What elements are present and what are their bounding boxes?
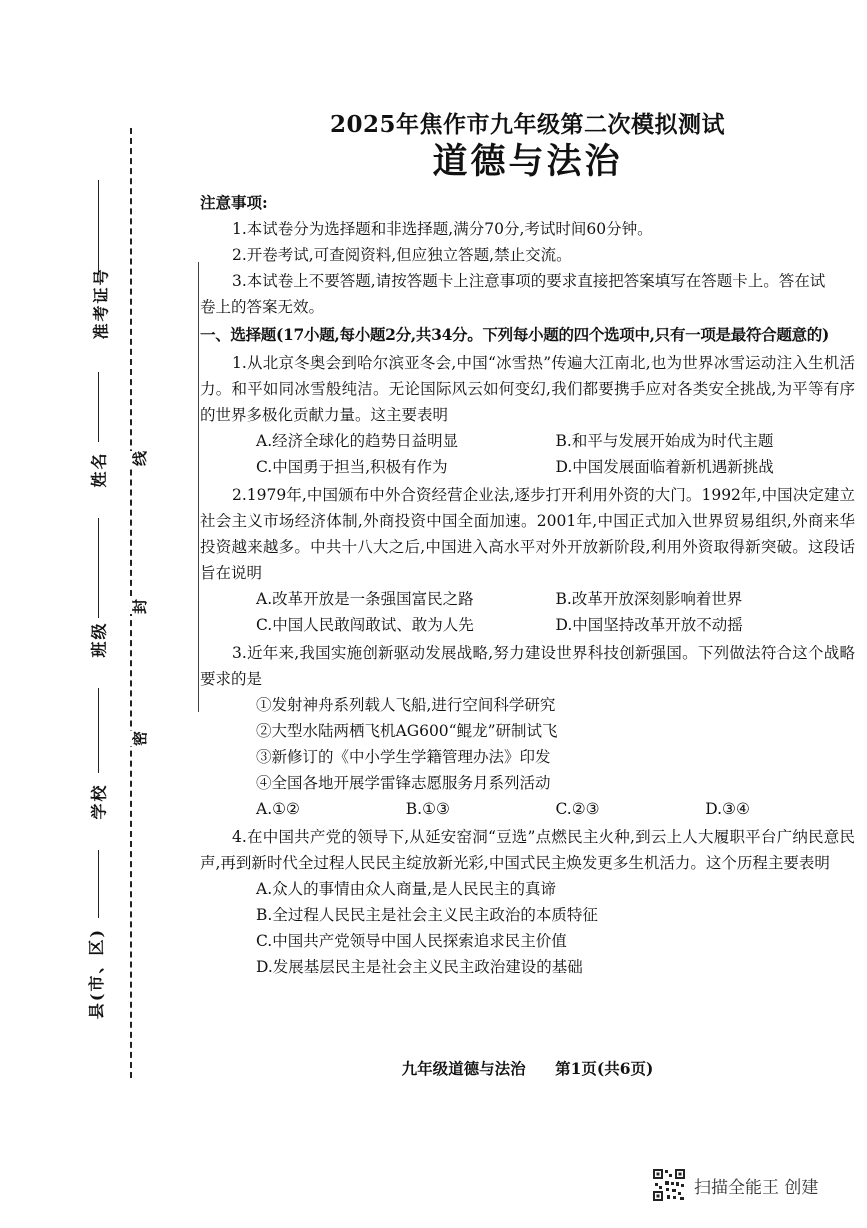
- county-label: 县(市、区): [87, 927, 107, 1020]
- question-1: [200, 350, 855, 480]
- class-label: 班级: [89, 621, 109, 658]
- options-row: [200, 612, 855, 638]
- watermark-text: 扫描全能王 创建: [694, 1177, 819, 1198]
- footer-page-number: 第1页(共6页): [555, 1059, 654, 1078]
- question-stem: 4.在中国共产党的领导下,从延安窑洞“豆选”点燃民主火种,到云上人大履职平台广纳民意民声,再到新时代全过程人民民主绽放新光彩,中国式民主焕发更多生机活力。这个历程主要表明: [200, 828, 855, 872]
- name-label: 姓名: [89, 451, 109, 488]
- county-underline: [98, 850, 99, 918]
- notice-item-continued: 卷上的答案无效。: [200, 298, 325, 316]
- option-a: A.众人的事情由众人商量,是人民民主的真谛: [256, 880, 557, 898]
- option-d: D.中国发展面临着新机遇新挑战: [555, 458, 774, 476]
- binding-strip: [0, 0, 175, 1228]
- option-c: C.②③: [555, 800, 600, 818]
- exam-paper: [200, 110, 855, 980]
- exam-title: 2025年焦作市九年级第二次模拟测试: [329, 111, 725, 138]
- option-c: C.中国勇于担当,积极有作为: [256, 458, 448, 476]
- qr-code-icon: [652, 1168, 686, 1202]
- school-underline: [98, 688, 99, 773]
- option-d: D.③④: [705, 800, 750, 818]
- statement-item: ①发射神舟系列载人飞船,进行空间科学研究: [256, 696, 556, 714]
- options-row: [200, 586, 855, 612]
- cut-mark-seal: 封: [131, 598, 150, 615]
- exam-number-underline: [98, 180, 99, 275]
- name-underline: [98, 372, 99, 442]
- question-stem: 3.近年来,我国实施创新驱动发展战略,努力建设世界科技创新强国。下列做法符合这个战略要求的是: [200, 644, 855, 688]
- school-label: 学校: [89, 783, 109, 820]
- exam-subject: 道德与法治: [432, 142, 623, 182]
- notice-item: 2.开卷考试,可查阅资料,但应独立答题,禁止交流。: [232, 246, 572, 264]
- options-row: [200, 454, 855, 480]
- option-c: C.中国人民敢闯敢试、敢为人先: [256, 616, 474, 634]
- cut-mark-line: 线: [131, 450, 150, 467]
- option-b: B.和平与发展开始成为时代主题: [555, 432, 774, 450]
- question-stem: 2.1979年,中国颁布中外合资经营企业法,逐步打开利用外资的大门。1992年,中国决定建立社会主义市场经济体制,外商投资中国全面加速。2001年,中国正式加入世界贸易组织,外商来华投资越来越多。中共十八大之后,中国进入高水平对外开放新阶段,利用外资取得新突破。这段话旨在说明: [200, 486, 855, 582]
- section-heading: 一、选择题(17小题,每小题2分,共34分。下列每小题的四个选项中,只有一项是最符合题意的): [200, 325, 829, 344]
- question-stem: 1.从北京冬奥会到哈尔滨亚冬会,中国“冰雪热”传遍大江南北,也为世界冰雪运动注入生机活力。和平如同冰雪般纯洁。无论国际风云如何变幻,我们都要携手应对各类安全挑战,为平等有序的世界多极化贡献力量。这主要表明: [200, 354, 855, 424]
- question-3: [200, 640, 855, 822]
- footer-subject: 九年级道德与法治: [401, 1059, 526, 1078]
- option-a: A.经济全球化的趋势日益明显: [256, 432, 459, 450]
- cut-mark-secret: 密: [131, 730, 150, 747]
- option-d: D.发展基层民主是社会主义民主政治建设的基础: [256, 958, 583, 976]
- options-row: [200, 428, 855, 454]
- statement-item: ④全国各地开展学雷锋志愿服务月系列活动: [256, 774, 551, 792]
- notice-section: [200, 190, 855, 320]
- exam-number-label: 准考证号: [91, 267, 111, 340]
- class-underline: [98, 518, 99, 618]
- option-a: A.①②: [256, 800, 300, 818]
- question-2: [200, 482, 855, 638]
- notice-item: 3.本试卷上不要答题,请按答题卡上注意事项的要求直接把答案填写在答题卡上。答在试: [232, 272, 826, 290]
- option-b: B.全过程人民民主是社会主义民主政治的本质特征: [256, 906, 598, 924]
- statement-item: ②大型水陆两栖飞机AG600“鲲龙”研制试飞: [256, 722, 558, 740]
- option-a: A.改革开放是一条强国富民之路: [256, 590, 474, 608]
- option-c: C.中国共产党领导中国人民探索追求民主价值: [256, 932, 567, 950]
- option-d: D.中国坚持改革开放不动摇: [555, 616, 743, 634]
- notice-heading: 注意事项:: [200, 193, 268, 212]
- notice-item: 1.本试卷分为选择题和非选择题,满分70分,考试时间60分钟。: [232, 220, 653, 238]
- option-b: B.改革开放深刻影响着世界: [555, 590, 743, 608]
- margin-bracket: [198, 262, 199, 712]
- question-4: [200, 824, 855, 980]
- statement-item: ③新修订的《中小学生学籍管理办法》印发: [256, 748, 551, 766]
- scanner-watermark: [652, 1168, 818, 1202]
- page-footer: [200, 1057, 855, 1079]
- option-b: B.①③: [405, 800, 450, 818]
- options-row: [200, 796, 855, 822]
